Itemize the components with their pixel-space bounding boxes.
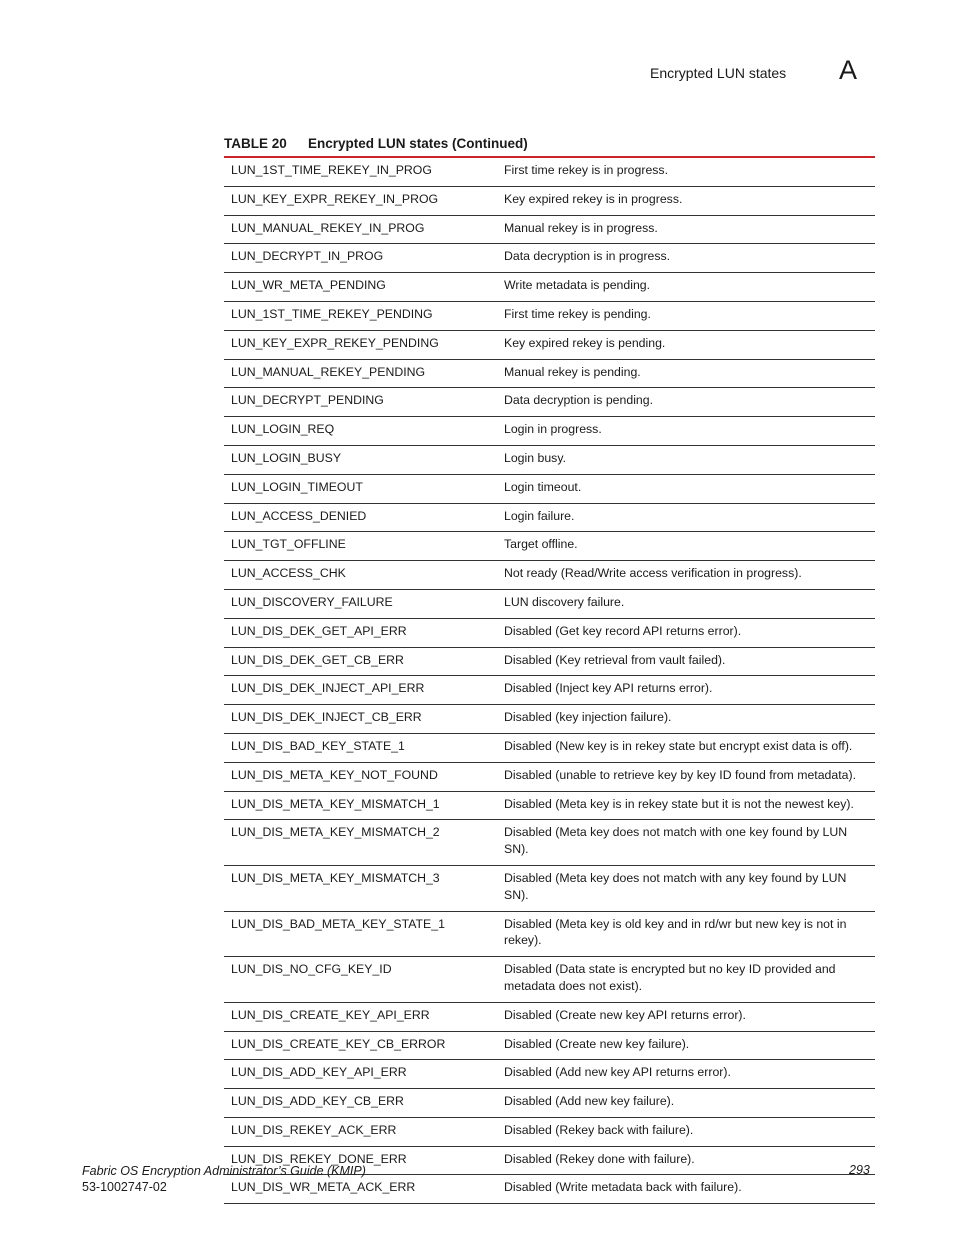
state-description-cell: Disabled (Meta key is in rekey state but it is not the newest key). — [504, 796, 854, 811]
state-name-cell: LUN_DIS_META_KEY_MISMATCH_3 — [231, 870, 440, 885]
state-description-cell: Data decryption is in progress. — [504, 249, 671, 264]
state-description-cell: Login busy. — [504, 450, 566, 465]
table-row — [224, 158, 875, 187]
table-row — [224, 388, 875, 417]
state-name-cell: LUN_1ST_TIME_REKEY_IN_PROG — [231, 163, 432, 177]
state-name-cell: LUN_DIS_REKEY_ACK_ERR — [231, 1122, 397, 1137]
table-row — [224, 619, 875, 648]
state-name-cell: LUN_DIS_DEK_INJECT_API_ERR — [231, 681, 425, 696]
table-title: Encrypted LUN states (Continued) — [308, 136, 528, 151]
table-caption — [224, 136, 528, 151]
state-name-cell: LUN_DECRYPT_PENDING — [231, 393, 384, 408]
table-row — [224, 504, 875, 533]
table-row — [224, 1032, 875, 1061]
table-row — [224, 331, 875, 360]
table-row — [224, 561, 875, 590]
table-row — [224, 705, 875, 734]
state-description-cell: Disabled (New key is in rekey state but encrypt exist data is off). — [504, 738, 853, 753]
state-name-cell: LUN_DIS_ADD_KEY_API_ERR — [231, 1065, 407, 1080]
state-name-cell: LUN_DIS_DEK_GET_CB_ERR — [231, 652, 404, 667]
state-name-cell: LUN_KEY_EXPR_REKEY_IN_PROG — [231, 191, 439, 206]
state-name-cell: LUN_DIS_DEK_GET_API_ERR — [231, 623, 407, 638]
state-description-cell: Key expired rekey is in progress. — [504, 191, 683, 206]
table-row — [224, 187, 875, 216]
state-description-cell: Disabled (Inject key API returns error). — [504, 681, 713, 696]
table-row — [224, 1089, 875, 1118]
state-name-cell: LUN_LOGIN_TIMEOUT — [231, 479, 363, 494]
table-row — [224, 475, 875, 504]
state-name-cell: LUN_DIS_BAD_KEY_STATE_1 — [231, 738, 405, 753]
table-row — [224, 360, 875, 389]
state-name-cell: LUN_DISCOVERY_FAILURE — [231, 594, 393, 609]
table-row — [224, 302, 875, 331]
table-row — [224, 532, 875, 561]
table-row — [224, 244, 875, 273]
state-description-cell: Data decryption is pending. — [504, 393, 654, 408]
state-description-cell: Disabled (Rekey back with failure). — [504, 1122, 694, 1137]
state-name-cell: LUN_LOGIN_BUSY — [231, 450, 342, 465]
state-description-cell: Disabled (Get key record API returns error). — [504, 623, 742, 638]
state-name-cell: LUN_ACCESS_DENIED — [231, 508, 367, 523]
state-name-cell: LUN_DIS_CREATE_KEY_API_ERR — [231, 1007, 430, 1022]
state-description-cell: First time rekey is pending. — [504, 306, 651, 321]
state-name-cell: LUN_MANUAL_REKEY_PENDING — [231, 364, 426, 379]
lun-states-table — [224, 156, 875, 1204]
table-row — [224, 1003, 875, 1032]
state-name-cell: LUN_KEY_EXPR_REKEY_PENDING — [231, 335, 439, 350]
state-description-cell: Login in progress. — [504, 422, 602, 437]
table-row — [224, 216, 875, 245]
state-description-cell: Disabled (Meta key is old key and in rd/wr but new key is not in rekey). — [504, 916, 847, 948]
table-row — [224, 763, 875, 792]
state-description-cell: Disabled (unable to retrieve key by key ID found from metadata). — [504, 767, 856, 782]
table-row — [224, 820, 875, 866]
state-name-cell: LUN_DIS_REKEY_DONE_ERR — [231, 1151, 407, 1166]
state-description-cell: Disabled (Create new key failure). — [504, 1036, 690, 1051]
state-description-cell: Write metadata is pending. — [504, 278, 651, 293]
state-description-cell: Disabled (Write metadata back with failure). — [504, 1180, 742, 1195]
state-name-cell: LUN_TGT_OFFLINE — [231, 537, 346, 552]
state-name-cell: LUN_DECRYPT_IN_PROG — [231, 249, 384, 264]
state-description-cell: Disabled (Add new key failure). — [504, 1094, 675, 1109]
state-name-cell: LUN_DIS_META_KEY_MISMATCH_1 — [231, 796, 440, 811]
state-description-cell: Manual rekey is in progress. — [504, 220, 658, 235]
state-description-cell: Disabled (Create new key API returns error). — [504, 1007, 746, 1022]
table-row — [224, 957, 875, 1003]
table-row — [224, 590, 875, 619]
state-description-cell: Login timeout. — [504, 479, 582, 494]
state-description-cell: Disabled (Meta key does not match with one key found by LUN SN). — [504, 825, 848, 857]
state-name-cell: LUN_WR_META_PENDING — [231, 278, 386, 293]
state-description-cell: LUN discovery failure. — [504, 594, 625, 609]
section-title: Encrypted LUN states — [650, 65, 787, 81]
state-name-cell: LUN_DIS_WR_META_ACK_ERR — [231, 1180, 416, 1195]
state-description-cell: Target offline. — [504, 537, 578, 552]
doc-number: 53-1002747-02 — [82, 1180, 167, 1194]
state-description-cell: Login failure. — [504, 508, 575, 523]
table-row — [224, 417, 875, 446]
state-description-cell: Disabled (Meta key does not match with any key found by LUN SN). — [504, 870, 847, 902]
state-name-cell: LUN_DIS_CREATE_KEY_CB_ERROR — [231, 1036, 446, 1051]
table-row — [224, 734, 875, 763]
state-name-cell: LUN_DIS_META_KEY_MISMATCH_2 — [231, 825, 440, 840]
table-row — [224, 1060, 875, 1089]
table-row — [224, 792, 875, 821]
table-row — [224, 648, 875, 677]
state-name-cell: LUN_LOGIN_REQ — [231, 422, 335, 437]
state-description-cell: Disabled (Data state is encrypted but no key ID provided and metadata does not exist). — [504, 962, 836, 993]
state-name-cell: LUN_DIS_DEK_INJECT_CB_ERR — [231, 710, 422, 725]
state-description-cell: Disabled (Rekey done with failure). — [504, 1151, 695, 1166]
table-number: TABLE 20 — [224, 136, 287, 151]
state-name-cell: LUN_DIS_ADD_KEY_CB_ERR — [231, 1094, 404, 1109]
state-description-cell: Manual rekey is pending. — [504, 364, 641, 379]
state-name-cell: LUN_DIS_META_KEY_NOT_FOUND — [231, 767, 438, 782]
table-row — [224, 912, 875, 958]
state-description-cell: Key expired rekey is pending. — [504, 335, 666, 350]
state-description-cell: Disabled (Key retrieval from vault failed). — [504, 652, 726, 667]
appendix-letter: A — [839, 55, 858, 85]
table-row — [224, 866, 875, 912]
footer-left — [82, 1163, 366, 1195]
state-description-cell: Not ready (Read/Write access verification in progress). — [504, 566, 802, 581]
state-description-cell: Disabled (key injection failure). — [504, 710, 672, 725]
state-description-cell: Disabled (Add new key API returns error). — [504, 1065, 731, 1080]
table-row — [224, 676, 875, 705]
guide-title: Fabric OS Encryption Administrator’s Guide (KMIP) — [82, 1164, 366, 1178]
table-row — [224, 1118, 875, 1147]
state-name-cell: LUN_ACCESS_CHK — [231, 566, 346, 581]
state-description-cell: First time rekey is in progress. — [504, 163, 668, 177]
state-name-cell: LUN_1ST_TIME_REKEY_PENDING — [231, 306, 433, 321]
table-row — [224, 273, 875, 302]
page-number: 293 — [849, 1163, 870, 1177]
state-name-cell: LUN_DIS_NO_CFG_KEY_ID — [231, 962, 392, 977]
state-name-cell: LUN_DIS_BAD_META_KEY_STATE_1 — [231, 916, 445, 931]
state-name-cell: LUN_MANUAL_REKEY_IN_PROG — [231, 220, 425, 235]
table-row — [224, 446, 875, 475]
